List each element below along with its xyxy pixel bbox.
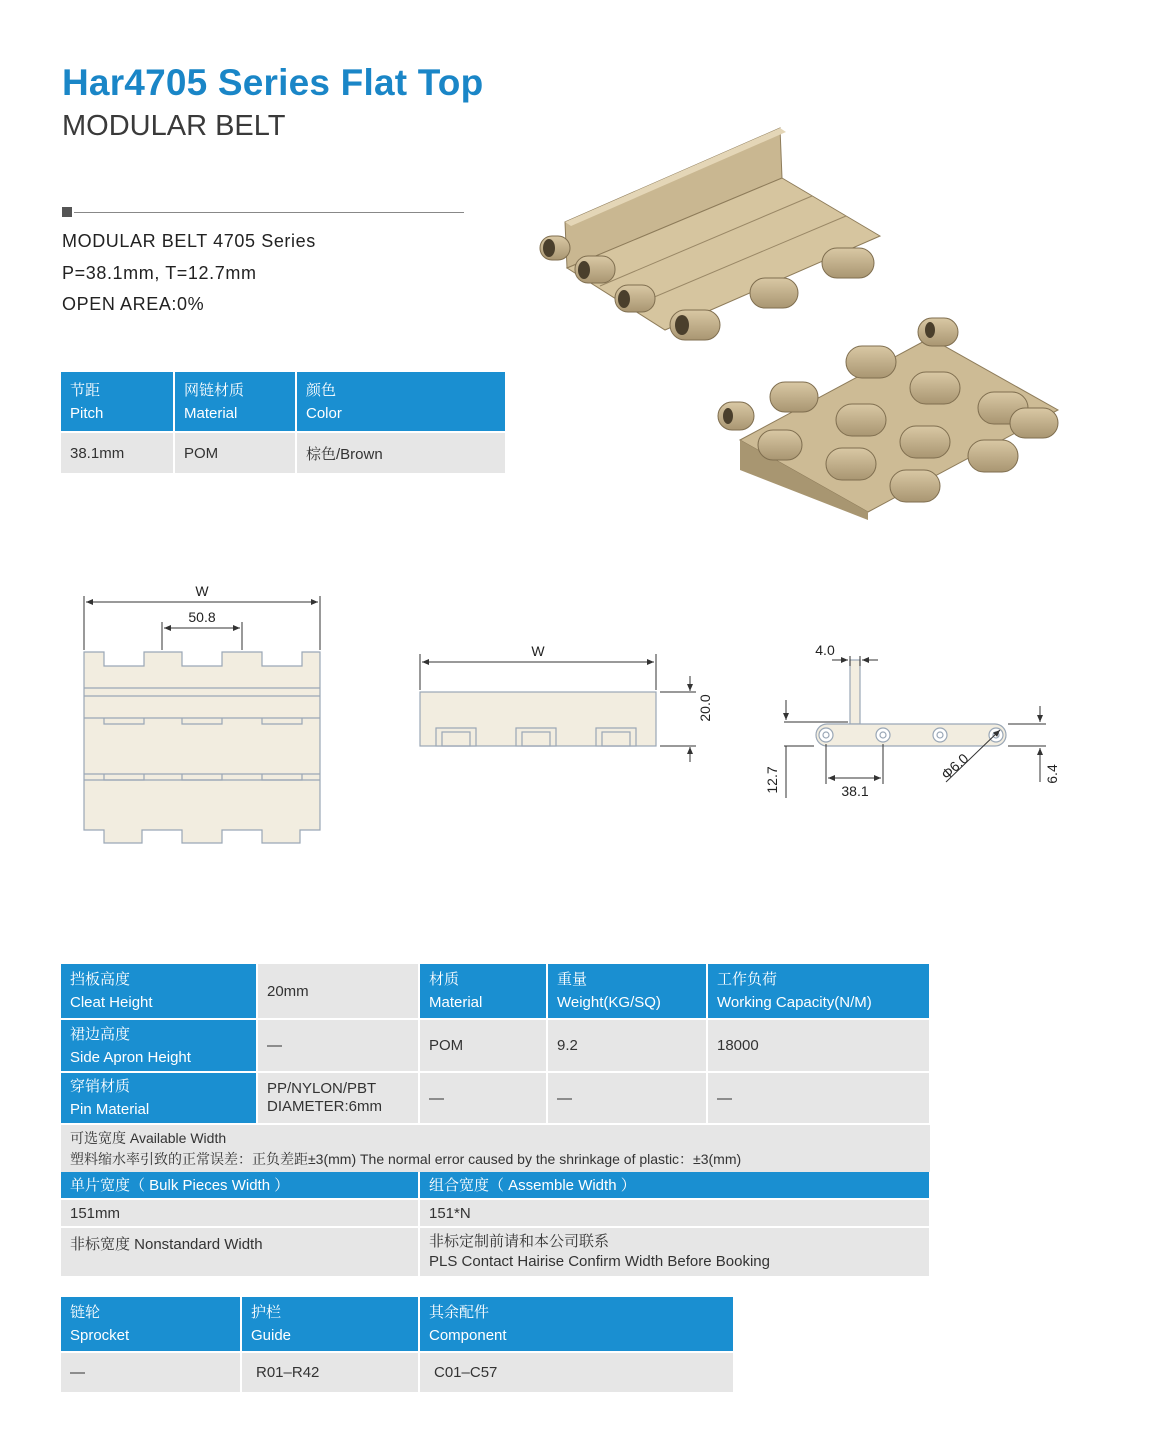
side-view-cleat-thickness: 4.0 <box>815 642 835 658</box>
cell-pitch: 38.1mm <box>61 432 174 474</box>
cell-pin-empty-2: — <box>547 1072 707 1124</box>
available-width-note: 可选宽度 Available Width 塑料缩水率引致的正常误差：正负差距±3(mm) The normal error caused by the shrinkage of plastic：±3(mm) <box>61 1124 930 1172</box>
top-view-drawing <box>84 652 320 843</box>
accessories-table <box>61 1297 735 1394</box>
label-nonstandard-width: 非标宽度 Nonstandard Width <box>61 1227 419 1277</box>
header-material: 网链材质 Material <box>174 372 296 432</box>
header-capacity: 工作负荷 Working Capacity(N/M) <box>707 964 930 1019</box>
specification-table <box>61 964 931 1278</box>
header-bulk-width: 单片宽度（ Bulk Pieces Width ） <box>61 1172 419 1199</box>
cell-cleat-height: 20mm <box>257 964 419 1019</box>
cell-nonstandard-note: 非标定制前请和本公司联系 PLS Contact Hairise Confirm Width Before Booking <box>419 1227 930 1277</box>
header-assemble-width: 组合宽度（ Assemble Width ） <box>419 1172 930 1199</box>
cell-pin-empty-3: — <box>707 1072 930 1124</box>
cell-component: C01–C57 <box>419 1352 734 1393</box>
page-title: Har4705 Series Flat Top <box>62 62 484 103</box>
front-view-width-label: W <box>531 643 545 659</box>
header-color: 颜色 Color <box>296 372 506 432</box>
cell-pin-empty-1: — <box>419 1072 547 1124</box>
side-view-height: 12.7 <box>764 766 780 794</box>
cell-assemble-width: 151*N <box>419 1199 930 1227</box>
belt-render-with-cleat <box>540 128 880 340</box>
header-weight: 重量 Weight(KG/SQ) <box>547 964 707 1019</box>
header-sprocket: 链轮 Sprocket <box>61 1297 241 1352</box>
cell-side-apron: — <box>257 1019 419 1072</box>
front-view-drawing <box>420 692 656 746</box>
header-guide: 护栏 Guide <box>241 1297 419 1352</box>
header-component: 其余配件 Component <box>419 1297 734 1352</box>
side-view-thickness: 6.4 <box>1044 764 1060 784</box>
spec-pitch-thickness: P=38.1mm, T=12.7mm <box>62 263 257 283</box>
cell-bulk-width: 151mm <box>61 1199 419 1227</box>
belt-render-underside <box>718 318 1058 520</box>
front-view-height-label: 20.0 <box>697 694 713 722</box>
label-pin-material: 穿销材质 Pin Material <box>61 1072 257 1124</box>
page-subtitle: MODULAR BELT <box>62 110 286 142</box>
side-view-drawing <box>816 660 1006 746</box>
label-side-apron: 裙边高度 Side Apron Height <box>61 1019 257 1072</box>
top-view-width-label: W <box>195 583 209 599</box>
header-pitch: 节距 Pitch <box>61 372 174 432</box>
cell-material: POM <box>174 432 296 474</box>
cell-guide: R01–R42 <box>241 1352 419 1393</box>
header-material: 材质 Material <box>419 964 547 1019</box>
spec-open-area: OPEN AREA:0% <box>62 294 205 314</box>
spec-series: MODULAR BELT 4705 Series <box>62 231 316 251</box>
cell-capacity-value: 18000 <box>707 1019 930 1072</box>
cell-pin-material: PP/NYLON/PBT DIAMETER:6mm <box>257 1072 419 1124</box>
cell-weight-value: 9.2 <box>547 1019 707 1072</box>
side-view-pitch: 38.1 <box>841 783 869 799</box>
side-view-pin-diameter: Φ6.0 <box>937 750 972 783</box>
top-view-dim-label: 50.8 <box>188 609 216 625</box>
cell-sprocket: — <box>61 1352 241 1393</box>
cell-color: 棕色/Brown <box>296 432 506 474</box>
cell-material-value: POM <box>419 1019 547 1072</box>
label-cleat-height: 挡板高度 Cleat Height <box>61 964 257 1019</box>
